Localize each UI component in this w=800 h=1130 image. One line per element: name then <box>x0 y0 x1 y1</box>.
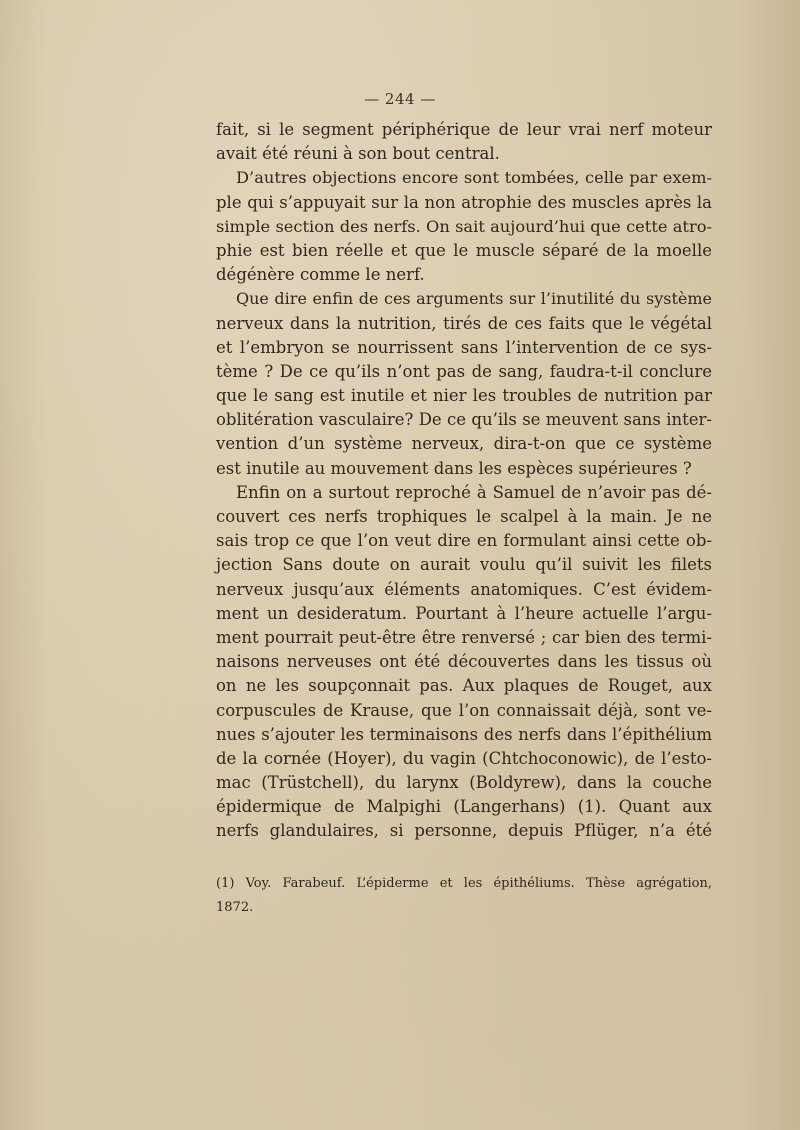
text-line: Enfin on a surtout reproché à Samuel de n’avoir pas dé- <box>236 482 712 502</box>
text-line: nues s’ajouter les terminaisons des nerfs dans l’épithélium <box>216 724 712 744</box>
text-line: de la cornée (Hoyer), du vagin (Chtchoconowic), de l’esto- <box>216 748 712 768</box>
footnote-line: (1) Voy. Farabeuf. L’épiderme et les épithéliums. Thèse agrégation, <box>216 876 712 891</box>
text-line: mac (Trüstchell), du larynx (Boldyrew), dans la couche <box>216 773 712 793</box>
body-text <box>216 118 712 844</box>
text-line: simple section des nerfs. On sait aujourd’hui que cette atro- <box>216 216 712 236</box>
text-line: D’autres objections encore sont tombées, celle par exem- <box>236 168 712 188</box>
text-line: ple qui s’appuyait sur la non atrophie des muscles après la <box>216 192 712 212</box>
text-line: nerveux jusqu’aux éléments anatomiques. C’est évidem- <box>216 579 712 599</box>
text-line: dégénère comme le nerf. <box>216 265 425 285</box>
text-line: on ne les soupçonnait pas. Aux plaques de Rouget, aux <box>216 676 712 696</box>
text-line: nerveux dans la nutrition, tirés de ces faits que le végétal <box>216 313 712 333</box>
text-line: oblitération vasculaire? De ce qu’ils se meuvent sans inter- <box>216 410 712 430</box>
text-line: avait été réuni à son bout central. <box>216 144 500 164</box>
text-line: ment pourrait peut-être être renversé ; car bien des termi- <box>216 627 712 647</box>
footnote <box>216 874 712 922</box>
text-line: Que dire enfin de ces arguments sur l’inutilité du système <box>236 289 712 309</box>
text-line: et l’embryon se nourrissent sans l’intervention de ce sys- <box>216 337 712 357</box>
text-line: ment un desideratum. Pourtant à l’heure actuelle l’argu- <box>216 603 712 623</box>
text-line: couvert ces nerfs trophiques le scalpel à la main. Je ne <box>216 507 712 526</box>
text-line: vention d’un système nerveux, dira-t-on que ce système <box>216 434 712 454</box>
text-line: corpuscules de Krause, que l’on connaissait déjà, sont ve- <box>216 700 712 720</box>
text-line: tème ? De ce qu’ils n’ont pas de sang, faudra-t-il conclure <box>216 361 712 381</box>
text-line: nerfs glandulaires, si personne, depuis Pflüger, n’a été <box>216 821 712 841</box>
text-line: phie est bien réelle et que le muscle séparé de la moelle <box>216 240 712 260</box>
text-line: sais trop ce que l’on veut dire en formulant ainsi cette ob- <box>216 531 712 551</box>
text-line: fait, si le segment périphérique de leur vrai nerf moteur <box>216 120 712 139</box>
text-line: épidermique de Malpighi (Langerhans) (1). Quant aux <box>216 797 712 817</box>
footnote-line: 1872. <box>216 900 254 916</box>
text-line: est inutile au mouvement dans les espèces supérieures ? <box>216 458 692 478</box>
page-number: — 244 — <box>364 90 436 108</box>
text-line: jection Sans doute on aurait voulu qu’il suivit les filets <box>216 555 712 575</box>
text-line: que le sang est inutile et nier les troubles de nutrition par <box>216 386 712 406</box>
text-line: naisons nerveuses ont été découvertes dans les tissus où <box>216 652 712 672</box>
